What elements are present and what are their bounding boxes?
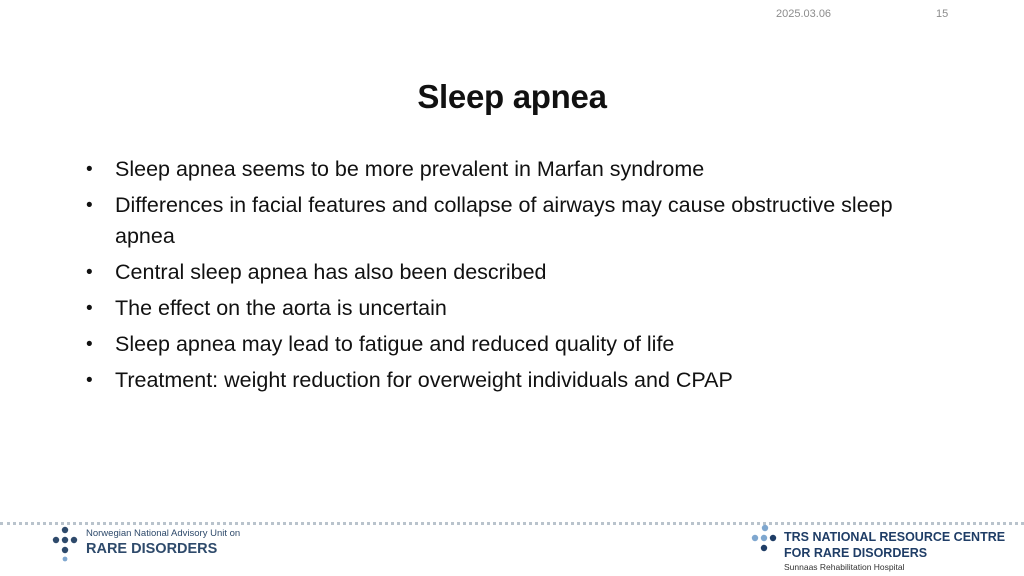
bullet-icon: • [86, 334, 93, 355]
bullet-icon: • [86, 262, 93, 283]
bullet-icon: • [86, 195, 93, 216]
bullet-text: Sleep apnea may lead to fatigue and reduced quality of life [115, 332, 675, 356]
bullet-text: Differences in facial features and collapse of airways may cause obstructive sleep apnea [115, 193, 893, 248]
bullet-item [86, 154, 916, 185]
right-logo-line1: TRS NATIONAL RESOURCE CENTRE [784, 530, 1006, 544]
bullet-item [86, 329, 916, 360]
bullet-item [86, 293, 916, 324]
right-logo-line2: FOR RARE DISORDERS [784, 546, 928, 560]
cross-dots-icon [50, 526, 80, 562]
bullet-item [86, 365, 916, 396]
cross-dots-icon [750, 524, 780, 560]
slide-page-number: 15 [936, 8, 949, 20]
bullet-text: The effect on the aorta is uncertain [115, 296, 447, 320]
slide-title: Sleep apnea [417, 78, 607, 115]
bullet-icon: • [86, 159, 93, 180]
bullet-item [86, 190, 916, 252]
rare-disorders-logo [50, 526, 250, 562]
bullet-item [86, 257, 916, 288]
right-logo-line3: Sunnaas Rehabilitation Hospital [784, 562, 905, 572]
left-logo-subtitle: Norwegian National Advisory Unit on [86, 528, 241, 539]
bullet-icon: • [86, 370, 93, 391]
bullet-text: Treatment: weight reduction for overweight individuals and CPAP [115, 368, 733, 392]
bullet-text: Sleep apnea seems to be more prevalent in Marfan syndrome [115, 157, 705, 181]
left-logo-title: RARE DISORDERS [86, 541, 218, 557]
trs-logo [750, 524, 1006, 574]
bullet-icon: • [86, 298, 93, 319]
bullet-text: Central sleep apnea has also been described [115, 260, 547, 284]
bullet-list [86, 154, 916, 401]
slide-date: 2025.03.06 [776, 8, 832, 20]
